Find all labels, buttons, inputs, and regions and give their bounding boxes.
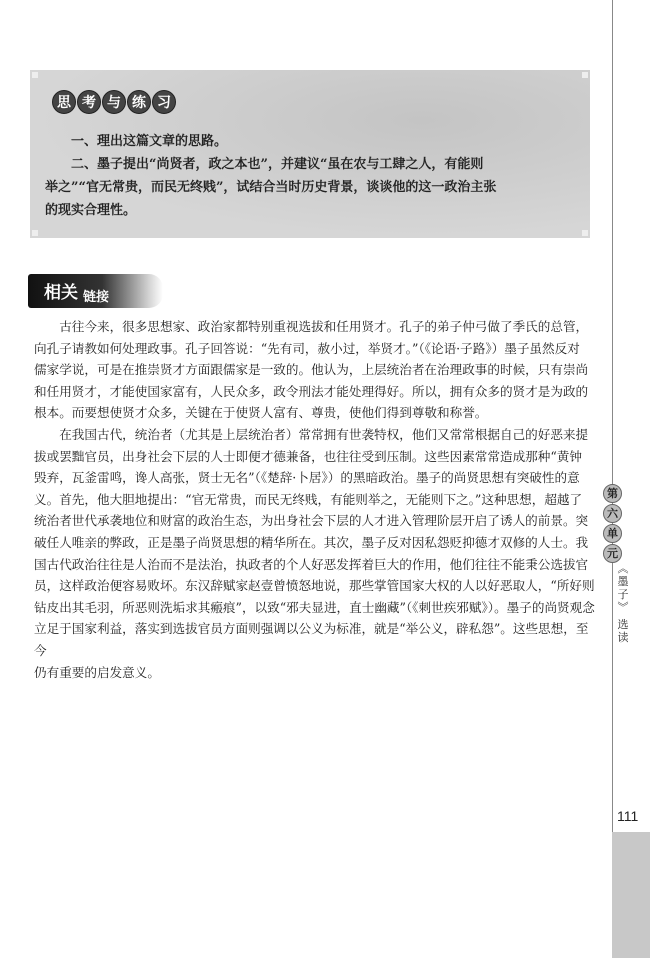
text-line: 向孔子请教如何处理政事。孔子回答说：“先有司，赦小过，举贤才。”（《论语·子路》）墨子虽然反对 [34,340,580,356]
text-line: 拔或罢黜官员，出身社会下层的人士即便才德兼备，也往往受到压制。这些因素常常造成那种“黄钟 [34,448,582,464]
unit-label [603,484,622,563]
question-line: 二、墨子提出“尚贤者，政之本也”，并建议“虽在农与工肆之人，有能则 [45,157,484,172]
text-line: 国古代政治往往是人治而不是法治，执政者的个人好恶发挥着巨大的作用，他们往往不能秉公选拔官 [34,556,589,572]
question-line: 举之”“官无常贵，而民无终贱”，试结合当时历史背景，谈谈他的这一政治主张 [45,180,497,195]
related-links-banner [28,274,163,308]
book-char: ︽ [617,562,629,575]
book-char: 子 [617,588,629,601]
book-title [616,562,630,644]
page-number: 111 [617,808,639,824]
corner-mark [32,230,38,236]
exercise-box [30,70,590,238]
corner-mark [582,72,588,78]
text-line: 义。首先，他大胆地提出：“官无常贵，而民无终贱，有能则举之，无能则下之。”这种思想，超越了 [34,491,583,507]
exercise-questions [45,130,575,222]
corner-mark [582,230,588,236]
book-char: 选 [617,618,629,631]
exercise-title [52,90,176,114]
margin-divider [612,0,613,832]
text-line: 员，这样政治便容易败坏。东汉辞赋家赵壹曾愤怒地说，那些掌管国家大权的人以好恶取人，“所好则 [34,578,595,594]
title-char: 考 [77,90,101,114]
banner-title-sub: 链接 [83,290,110,305]
text-line: 在我国古代，统治者（尤其是上层统治者）常常拥有世袭特权，他们又常常根据自己的好恶来提 [34,426,589,442]
unit-char: 第 [603,484,622,503]
question-line: 一、理出这篇文章的思路。 [45,134,228,149]
book-char: 墨 [617,575,629,588]
title-char: 练 [127,90,151,114]
book-char: 读 [617,631,629,644]
text-line: 毁弃，瓦釜雷鸣，谗人高张，贤士无名”（《楚辞·卜居》）的黑暗政治。墨子的尚贤思想有突破性的意 [34,470,580,486]
text-line: 和任用贤才，才能使国家富有，人民众多，政令刑法才能处理得好。所以，拥有众多的贤才是为政的 [34,383,589,399]
margin-block [612,832,650,958]
title-char: 习 [152,90,176,114]
related-text [34,316,596,683]
text-line: 统治者世代承袭地位和财富的政治生态，为出身社会下层的人才进入管理阶层开启了诱人的前景。突 [34,513,589,529]
unit-char: 元 [603,544,622,563]
text-line: 立足于国家利益，落实到选拔官员方面则强调以公义为标准，就是“举公义，辟私怨”。这些思想，至今 [34,621,589,658]
text-line: 儒家学说，可是在推崇贤才方面跟儒家是一致的。他认为，上层统治者在治理政事的时候，只有崇尚 [34,362,589,378]
title-char: 与 [102,90,126,114]
book-char: ︾ [617,601,629,614]
corner-mark [32,72,38,78]
text-line: 古往今来，很多思想家、政治家都特别重视选拔和任用贤才。孔子的弟子仲弓做了季氏的总管， [34,319,589,334]
text-line: 钻皮出其毛羽，所恶则洗垢求其瘢痕”，以致“邪夫显进，直士幽藏”（《刺世疾邪赋》）。墨子的尚贤观念 [34,599,595,615]
unit-char: 单 [603,524,622,543]
question-line: 的现实合理性。 [45,203,137,218]
unit-char: 六 [603,504,622,523]
banner-title-main: 相关 [44,283,78,303]
title-char: 思 [52,90,76,114]
text-line: 仍有重要的启发意义。 [34,664,160,680]
text-line: 破任人唯亲的弊政，正是墨子尚贤思想的精华所在。其次，墨子反对因私怨贬抑德才双修的人士。我 [34,534,589,550]
text-line: 根本。而要想使贤才众多，关键在于使贤人富有、尊贵，使他们得到尊敬和称誉。 [34,405,488,421]
